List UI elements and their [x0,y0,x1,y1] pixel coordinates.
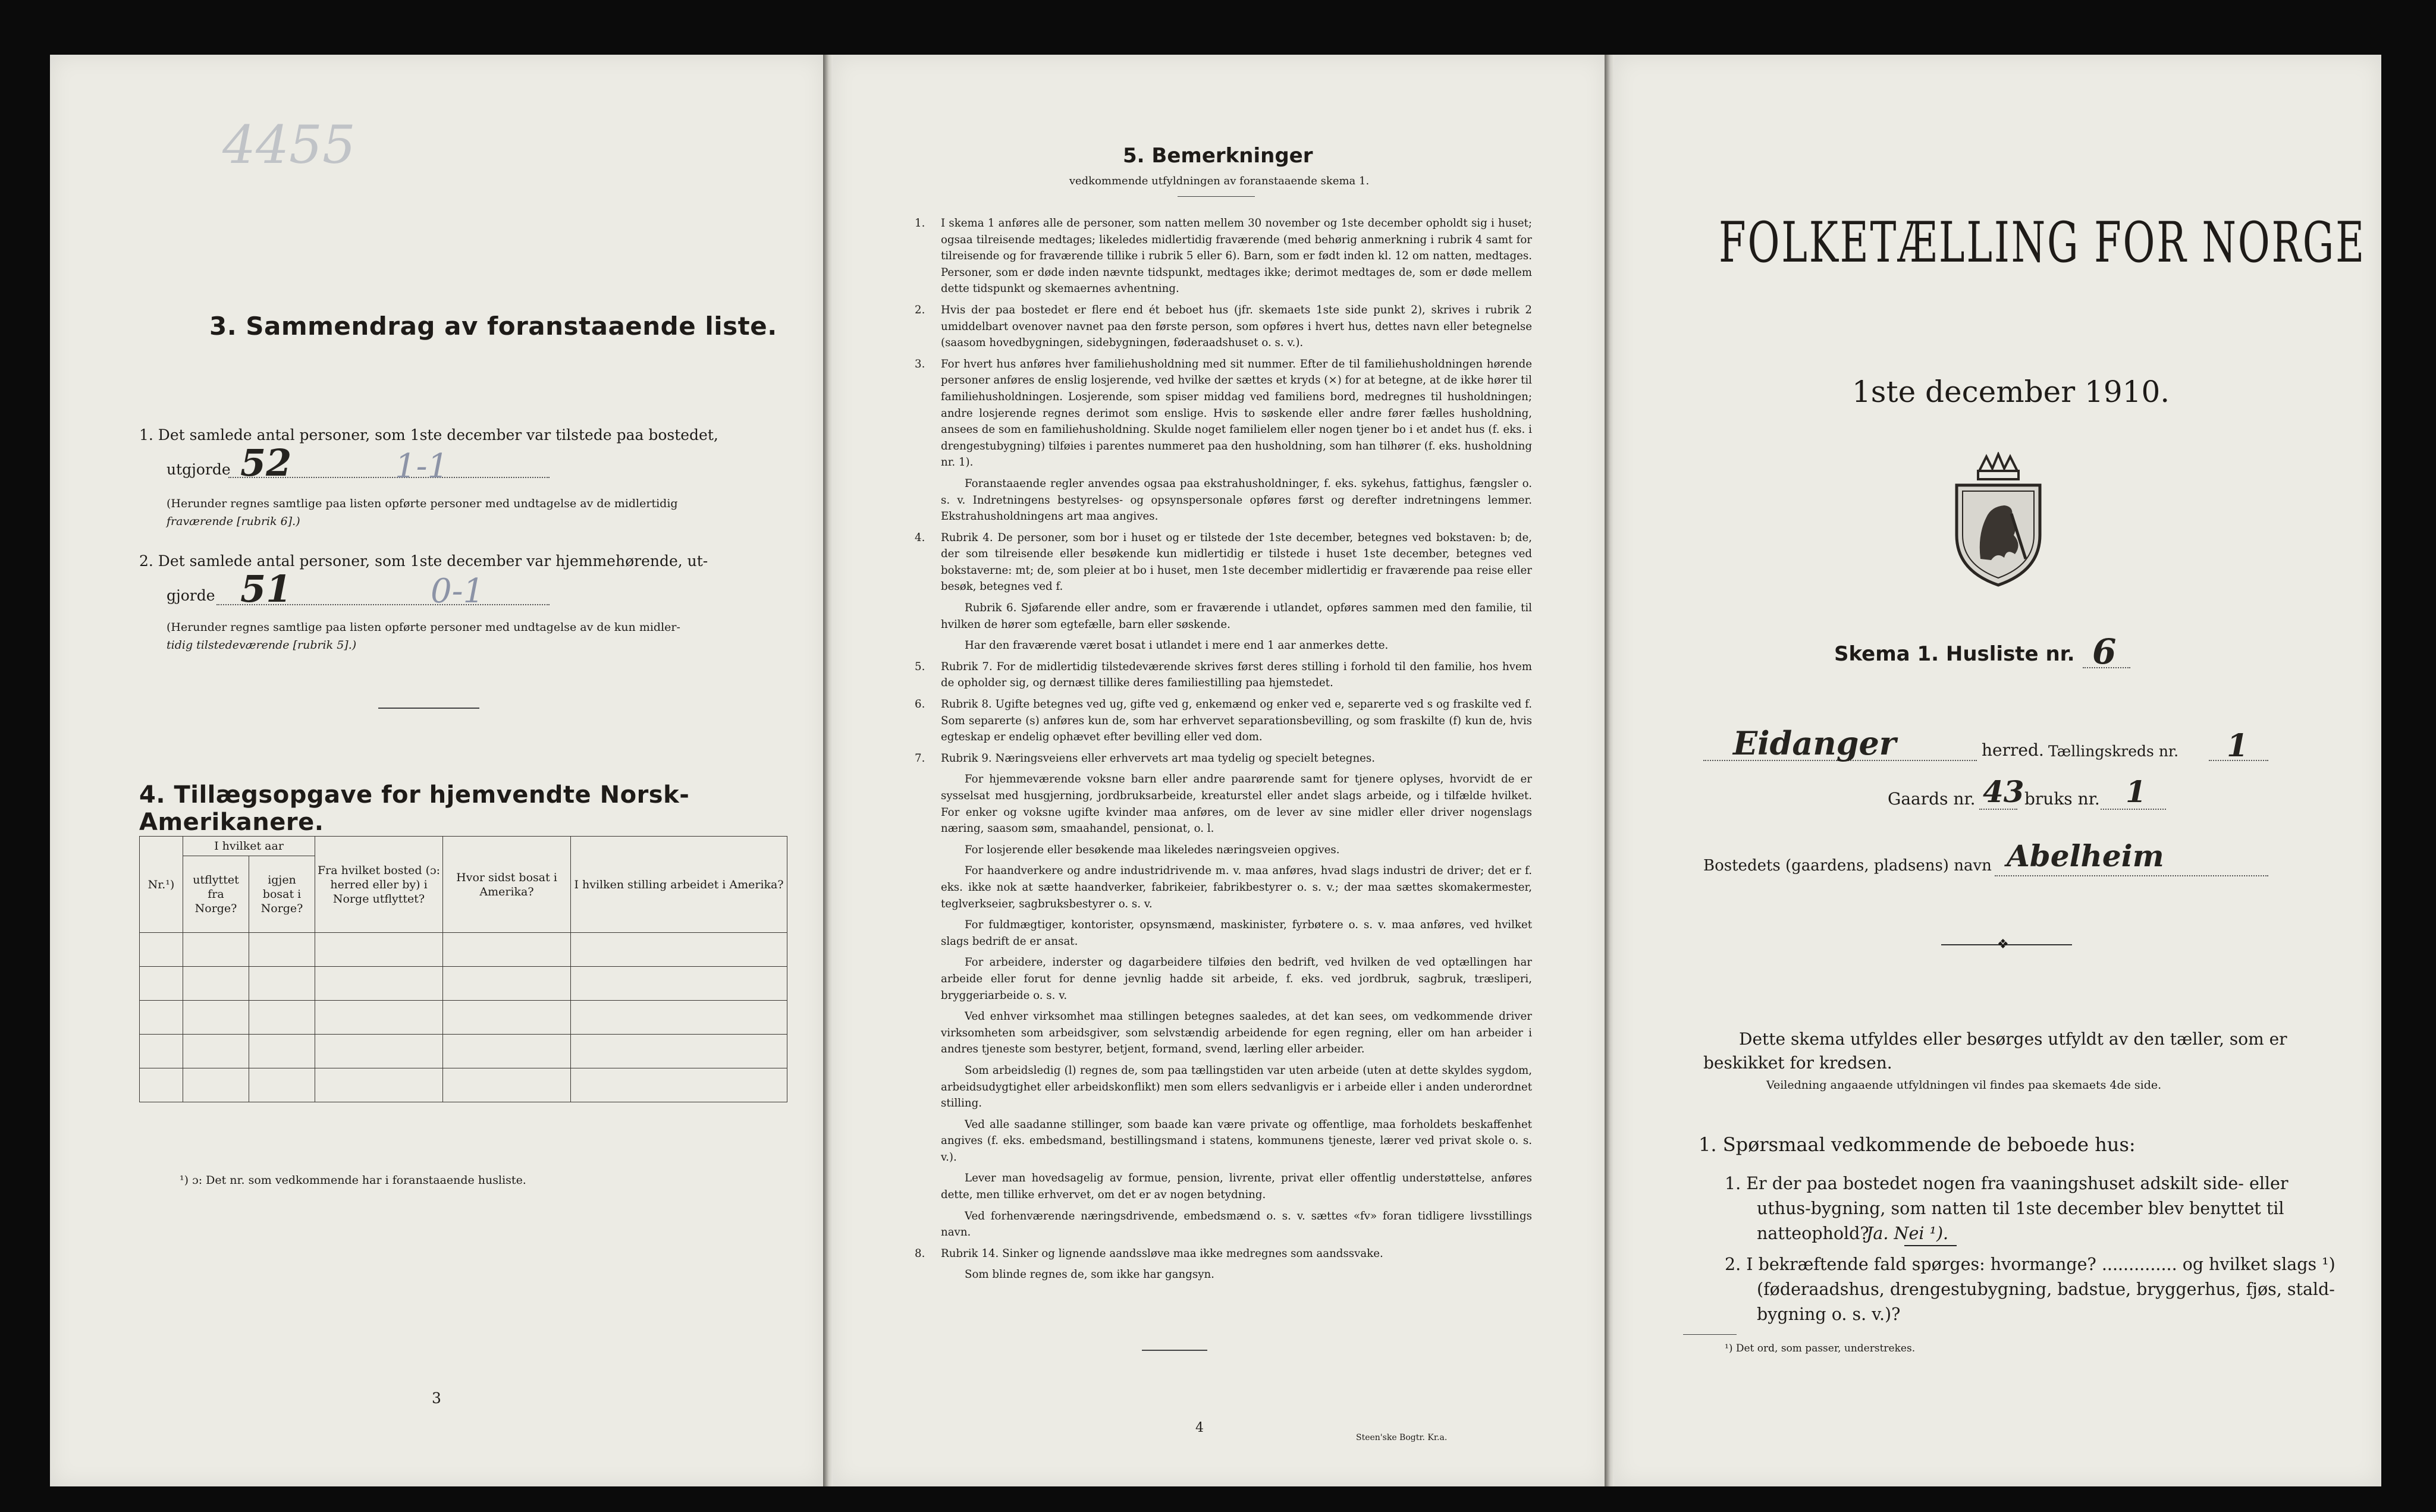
item1-utgjorde: utgjorde [167,461,231,478]
q2-line-a: 2. I bekræftende fald spørges: hvormange? .............. og hvilket slags ¹) [1725,1255,2335,1274]
remark-item: For hjemmeværende voksne barn eller andre paarørende samt for tjenere oplyses, hvorvidt de er sysselsat med husgjerning, jordbruksarbeide, kreaturstel eller andet slags arbeide, og i tilfælde hvilket. For enker og voksne ugifte kvinder maa anføres, om de lever av sine midler eller driver nogenslags næring, saasom søm, smaahandel, pensionat, o. l. [941,773,1532,835]
remark-item: Lever man hovedsagelig av formue, pension, livrente, privat eller offentlig understøttelse, anføres dette, men tillike erhvervet, om det er av nogen betydning. [941,1172,1532,1202]
q1-line-b: uthus-bygning, som natten til 1ste december blev benyttet til [1757,1199,2284,1218]
remark-item: Ved forhenværende næringsdrivende, embedsmænd o. s. v. sættes «fv» foran tidligere livsstillings navn. [941,1209,1532,1239]
q2-line-c: bygning o. s. v.)? [1757,1304,1901,1324]
kreds-label: Tællingskreds nr. [2048,743,2179,760]
item2-gjorde: gjorde [167,587,215,604]
husliste-number: 6 [2092,631,2117,672]
q1-answer-options: Ja. Nei ¹). [1866,1224,1949,1243]
col-igjen: igjen bosat i Norge? [249,856,315,933]
col-stilling: I hvilken stilling arbeidet i Amerika? [571,837,787,933]
col-nr: Nr.¹) [140,837,183,933]
item2-handwritten-count: 51 [240,567,292,611]
remark-item: For haandverkere og andre industridrivende m. v. maa anføres, hvad slags industri de driver; det er f. eks. ikke nok at sætte haandverker, fabrikeier, fabrikbestyrer o. s. v.; der maa sættes skomakermester, teglverkseier, sagbruksbestyrer o. s. v. [941,865,1532,910]
page-number-4: 4 [1195,1420,1204,1435]
questions-header: 1. Spørsmaal vedkommende de beboede hus: [1699,1133,2136,1156]
summary-item2: 2. Det samlede antal personer, som 1ste december var hjemmehørende, ut- [139,552,708,570]
fold-left [823,55,833,1486]
col-utflyttet: utflyttet fra Norge? [183,856,249,933]
herred-handwritten: Eidanger [1733,724,1897,762]
q1-line-a: 1. Er der paa bostedet nogen fra vaaningshuset adskilt side- eller [1725,1174,2289,1193]
table-row [140,1068,787,1102]
remark-item: 2. Hvis der paa bostedet er flere end ét beboet hus (jfr. skemaets 1ste side punkt 2), skrives i rubrik 2 umiddelbart ovenover navnet paa den første person, som opføres i hvert hus, dettes navn eller betegnelse (saasom hovedbygningen, sidebygningen, føderaadshuset o. s. v.). [915,303,1532,350]
item1-note-b: fraværende [rubrik 6].) [167,515,300,528]
remarks-list [915,215,1532,1288]
bruks-number: 1 [2126,774,2146,809]
gaards-label: Gaards nr. [1888,789,1976,809]
census-date: 1ste december 1910. [1852,375,2170,409]
instruction-line-a: Dette skema utfyldes eller besørges utfyldt av den tæller, som er [1739,1029,2287,1049]
end-rule [1142,1350,1207,1351]
remark-item: Ved enhver virksomhet maa stillingen betegnes saaledes, at det kan sees, om vedkommende driver virksomheten som arbeidsgiver, som selvstændig arbeidende for egen regning, eller om han arbeider i andres tjeneste som bestyrer, betjent, formand, svend, lærling eller arbeider. [941,1010,1532,1056]
norsk-amerikanere-table [139,836,787,1102]
item1-note-a: (Herunder regnes samtlige paa listen opførte personer med undtagelse av de midlertidig [167,497,678,510]
col-hvor: Hvor sidst bosat i Amerika? [443,837,571,933]
bosted-line [1995,875,2268,876]
remark-item: Foranstaaende regler anvendes ogsaa paa ekstrahusholdninger, f. eks. sykehus, fattighus, fængsler o. s. v. Indretningens bestyrelses- og opsynspersonale opføres først og derefter indretningens lemmer. Ekstrahusholdningens art maa angives. [941,477,1532,523]
remark-item: 7. Rubrik 9. Næringsveiens eller erhvervets art maa tydelig og specielt betegnes. [915,752,1376,765]
main-title: FOLKETÆLLING FOR NORGE [1719,210,2366,275]
remark-item: For arbeidere, inderster og dagarbeidere tilføies den bedrift, ved hvilken de ved optællingen har arbeide eller forut for denne jevnlig hadde sit arbeide, f. eks. ved jordbruk, sagbruk, træsliperi, bryggeriarbeide o. s. v. [941,956,1532,1002]
printer-mark: Steen'ske Bogtr. Kr.a. [1356,1433,1448,1442]
item1-handwritten-blue: 1-1 [395,447,449,486]
remark-item: Ved alle saadanne stillinger, som baade kan være private og offentlige, maa forholdets beskaffenhet angives (f. eks. embedsmand, bestillingsmand i statens, kommunens tjeneste, lærer ved privat skole o. s. v.). [941,1118,1532,1164]
page-right [1614,55,2381,1486]
remark-item: For losjerende eller besøkende maa likeledes næringsveien opgives. [965,843,1340,856]
bosted-label: Bostedets (gaardens, pladsens) navn [1703,857,1992,875]
remark-item: Har den fraværende været bosat i utlandet i mere end 1 aar anmerkes dette. [965,639,1389,652]
table-footnote: ¹) ɔ: Det nr. som vedkommende har i foranstaaende husliste. [180,1174,526,1187]
right-footnote: ¹) Det ord, som passer, understrekes. [1725,1343,1916,1354]
remark-item: 8. Rubrik 14. Sinker og lignende aandssløve maa ikke medregnes som aandssvake. [915,1247,1383,1260]
table-row [140,933,787,967]
fold-right [1605,55,1614,1486]
item2-handwritten-blue: 0-1 [431,572,485,611]
remark-item: For fuldmægtiger, kontorister, opsynsmænd, maskinister, fyrbøtere o. s. v. maa anføres, ved hvilket slags bedrift de er ansat. [941,919,1532,948]
ornament-icon: ❖ [1997,937,2009,952]
section3-title: 3. Sammendrag av foranstaaende liste. [209,312,777,341]
q2-line-b: (føderaadshus, drengestubygning, badstue, bryggerhus, fjøs, stald- [1757,1280,2335,1299]
pencil-mark: 4455 [222,114,356,175]
remark-item: 3. For hvert hus anføres hver familiehusholdning med sit nummer. Efter de til familiehusholdningen hørende personer anføres de enslig losjerende, ved hvilke der sættes et kryds (×) for at betegne, at de ikke hører til familiehusholdningen. Losjerende, som spiser middag ved familiens bord, medregnes til husholdningen; andre losjerende regnes derimot som enslige. Hvis to søskende eller andre fører fælles husholdning, ansees de som en familiehusholdning. Skulde noget familielem eller nogen tjener bo i et andet hus (f. eks. i drengestubygning) tilføies i parentes nummeret paa den husholdning, som han tilhører (f. eks. husholdning nr. 1). [915,357,1532,469]
instruction-small: Veiledning angaaende utfyldningen vil findes paa skemaets 4de side. [1766,1079,2162,1092]
remarks-subtitle: vedkommende utfyldningen av foranstaaende skema 1. [1069,175,1370,187]
table-row [140,967,787,1001]
table-row [140,1001,787,1035]
skema-label: Skema 1. Husliste nr. [1834,642,2075,666]
herred-label: herred. [1982,740,2044,760]
page-left [50,55,824,1486]
remark-item: 4. Rubrik 4. De personer, som bor i huset og er tilstede der 1ste december, betegnes ved bokstaven: b; de, der som tilreisende eller besøkende kun midlertidig er tilstede i huset 1ste december, betegnes ved bokstaverne: mt; de, som pleier at bo i huset, men 1ste december midlertidig er fraværende paa reise eller besøk, betegnes ved f. [915,531,1532,593]
col-fra: Fra hvilket bosted (ɔ: herred eller by) i Norge utflyttet? [315,837,443,933]
item1-handwritten-count: 52 [240,441,292,485]
remark-item: Rubrik 6. Sjøfarende eller andre, som er fraværende i utlandet, opføres sammen med den familie, til hvilken de hører som egtefælle, barn eller søskende. [941,602,1532,631]
coat-of-arms-icon [1945,452,2052,589]
q1-nei-underline [1904,1245,1957,1246]
kreds-number: 1 [2227,728,2249,764]
footnote-rule [1683,1334,1737,1335]
section4-title: 4. Tillægsopgave for hjemvendte Norsk-Amerikanere. [139,781,690,836]
remarks-title: 5. Bemerkninger [1123,144,1313,168]
page-middle [833,55,1606,1486]
summary-item1: 1. Det samlede antal personer, som 1ste december var tilstede paa bostedet, [139,426,718,444]
remark-item: 5. Rubrik 7. For de midlertidig tilstedeværende skrives først deres stilling i forhold til den familie, hos hvem de opholder sig, og dernæst tillike deres familiestilling paa hjemstedet. [915,660,1532,690]
bruks-label: bruks nr. [2024,789,2100,809]
remark-item: Som blinde regnes de, som ikke har gangsyn. [965,1268,1214,1281]
item2-note-b: tidig tilstedeværende [rubrik 5].) [167,639,357,652]
remark-item: 6. Rubrik 8. Ugifte betegnes ved ug, gifte ved g, enkemænd og enker ved e, separerte ved s og fraskilte ved f. Som separerte (s) anføres kun de, som har erhvervet separationsbevilling, og som fraskilte (f) kun de, hvis egteskap er endelig ophævet efter bevilling eller ved dom. [915,698,1532,744]
q1-line-c: natteophold? [1757,1224,1869,1243]
col-group-year: I hvilket aar [183,837,315,856]
subtitle-rule [1178,196,1255,197]
bosted-handwritten: Abelheim [2007,838,2164,873]
table-row [140,1035,787,1068]
page-number-3: 3 [432,1390,441,1407]
gaards-number: 43 [1983,774,2024,809]
instruction-line-b: beskikket for kredsen. [1703,1053,1892,1073]
divider [378,708,479,709]
item2-note-a: (Herunder regnes samtlige paa listen opførte personer med undtagelse av de kun midler- [167,621,680,634]
remark-item: Som arbeidsledig (l) regnes de, som paa tællingstiden var uten arbeide (uten at dette skyldes sygdom, arbeidsudygtighet eller arbeidskonflikt) men som ellers sedvanligvis er i arbeide eller i anden underordnet stilling. [941,1064,1532,1110]
remark-item: 1. I skema 1 anføres alle de personer, som natten mellem 30 november og 1ste december opholdt sig i huset; ogsaa tilreisende medtages; likeledes midlertidig fraværende (med behørig anmerkning i rubrik 4 samt for tilreisende og for fraværende tillike i rubrik 5 eller 6). Barn, som er født inden kl. 12 om natten, medtages. Personer, som er døde inden nævnte tidspunkt, medtages ikke; derimot medtages de, som er døde mellem dette tidspunkt og skemaernes avhentning. [915,217,1532,296]
